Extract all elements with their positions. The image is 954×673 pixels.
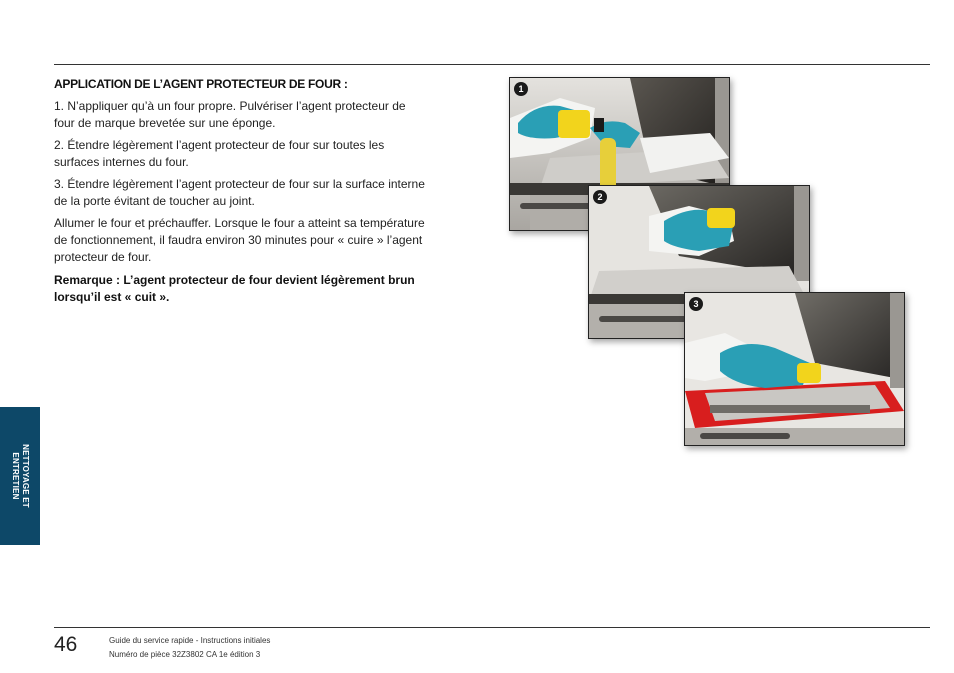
section-heading: APPLICATION DE L’AGENT PROTECTEUR DE FOUR : — [54, 77, 348, 91]
instruction-step-1: 1. N’appliquer qu’à un four propre. Pulvériser l’agent protecteur de four de marque brevetée sur une éponge. — [54, 99, 406, 130]
footer-guide-title: Guide du service rapide - Instructions initiales — [109, 636, 271, 645]
note-paragraph: Remarque : L’agent protecteur de four devient légèrement brun lorsqu’il est « cuit ». — [54, 273, 415, 304]
step-badge-1: 1 — [514, 82, 528, 96]
preheat-instruction: Allumer le four et préchauffer. Lorsque le four a atteint sa température de fonctionnement, il faudra environ 30 minutes pour « cuire » l’agent protecteur de four. — [54, 216, 425, 264]
step-badge-2: 2 — [593, 190, 607, 204]
page-number: 46 — [54, 633, 78, 656]
footer-rule — [54, 627, 930, 628]
photo-step-3-image — [685, 293, 904, 445]
instruction-step-3: 3. Étendre légèrement l’agent protecteur de four sur la surface interne de la porte évitant de toucher au joint. — [54, 177, 425, 208]
side-tab-line-2: ENTRETIEN — [11, 452, 20, 500]
section-side-tab — [0, 407, 40, 545]
side-tab-label — [10, 444, 30, 508]
footer-part-number: Numéro de pièce 32Z3802 CA 1e édition 3 — [109, 650, 261, 659]
photo-step-3 — [684, 292, 905, 446]
side-tab-line-1: NETTOYAGE ET — [21, 444, 30, 508]
header-rule — [54, 64, 930, 65]
step-badge-3: 3 — [689, 297, 703, 311]
instruction-step-2: 2. Étendre légèrement l’agent protecteur de four sur toutes les surfaces internes du four. — [54, 138, 385, 169]
